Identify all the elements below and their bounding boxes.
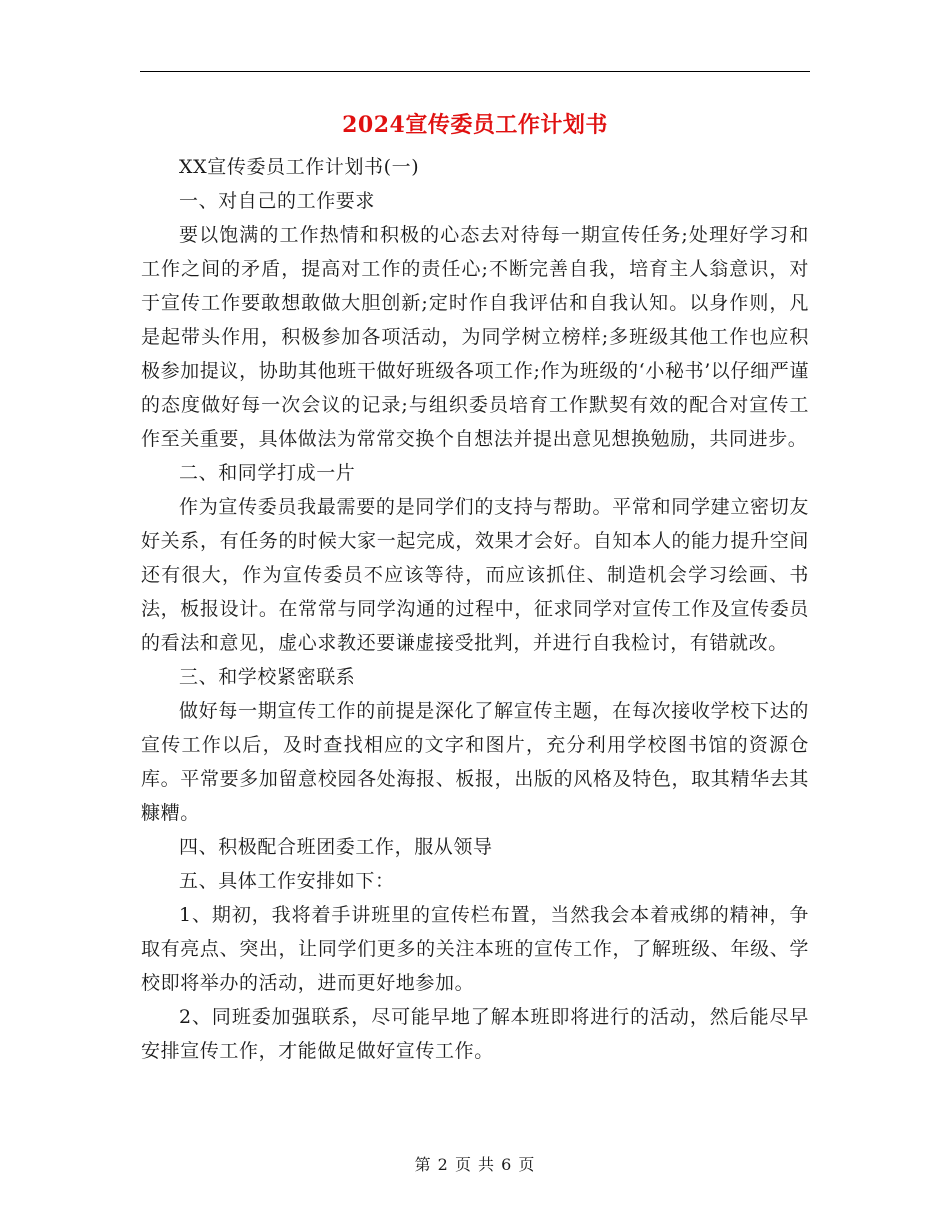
subtitle-line: XX宣传委员工作计划书(一) — [179, 156, 420, 178]
header-rule — [140, 71, 810, 72]
paragraph-3: 做好每一期宣传工作的前提是深化了解宣传主题，在每次接收学校下达的宣传工作以后，及时查找相应的文字和图片，充分利用学校图书馆的资源仓库。平常要多加留意校园各处海报、板报，出版的风格及特色，取其精华去其糠糟。 — [141, 700, 809, 824]
section-heading-4: 四、积极配合班团委工作，服从领导 — [179, 836, 493, 858]
section-heading-3: 三、和学校紧密联系 — [179, 666, 356, 688]
paragraph-2: 作为宣传委员我最需要的是同学们的支持与帮助。平常和同学建立密切友好关系，有任务的时候大家一起完成，效果才会好。自知本人的能力提升空间还有很大，作为宣传委员不应该等待，而应该抓住、制造机会学习绘画、书法，板报设计。在常常与同学沟通的过程中，征求同学对宣传工作及宣传委员的看法和意见，虚心求教还要谦虚接受批判，并进行自我检讨，有错就改。 — [141, 496, 809, 654]
document-title: 2024宣传委员工作计划书 — [342, 112, 608, 138]
page-footer: 第 2 页 共 6 页 — [414, 1155, 536, 1174]
list-item-2: 2、同班委加强联系，尽可能早地了解本班即将进行的活动，然后能尽早安排宣传工作，才能做足做好宣传工作。 — [141, 1006, 809, 1062]
section-heading-1: 一、对自己的工作要求 — [179, 190, 376, 212]
document-body — [141, 150, 809, 1068]
list-item-1: 1、期初，我将着手讲班里的宣传栏布置，当然我会本着戒绑的精神，争取有亮点、突出，让同学们更多的关注本班的宣传工作，了解班级、年级、学校即将举办的活动，进而更好地参加。 — [141, 904, 809, 994]
section-heading-5: 五、具体工作安排如下： — [179, 870, 395, 892]
paragraph-1: 要以饱满的工作热情和积极的心态去对待每一期宣传任务;处理好学习和工作之间的矛盾，提高对工作的责任心;不断完善自我，培育主人翁意识，对于宣传工作要敢想敢做大胆创新;定时作自我评估和自我认知。以身作则，凡是起带头作用，积极参加各项活动，为同学树立榜样;多班级其他工作也应积极参加提议，协助其他班干做好班级各项工作;作为班级的‘小秘书’以仔细严谨的态度做好每一次会议的记录;与组织委员培育工作默契有效的配合对宣传工作至关重要，具体做法为常常交换个自想法并提出意见想换勉励，共同进步。 — [141, 224, 809, 450]
section-heading-2: 二、和同学打成一片 — [179, 462, 356, 484]
